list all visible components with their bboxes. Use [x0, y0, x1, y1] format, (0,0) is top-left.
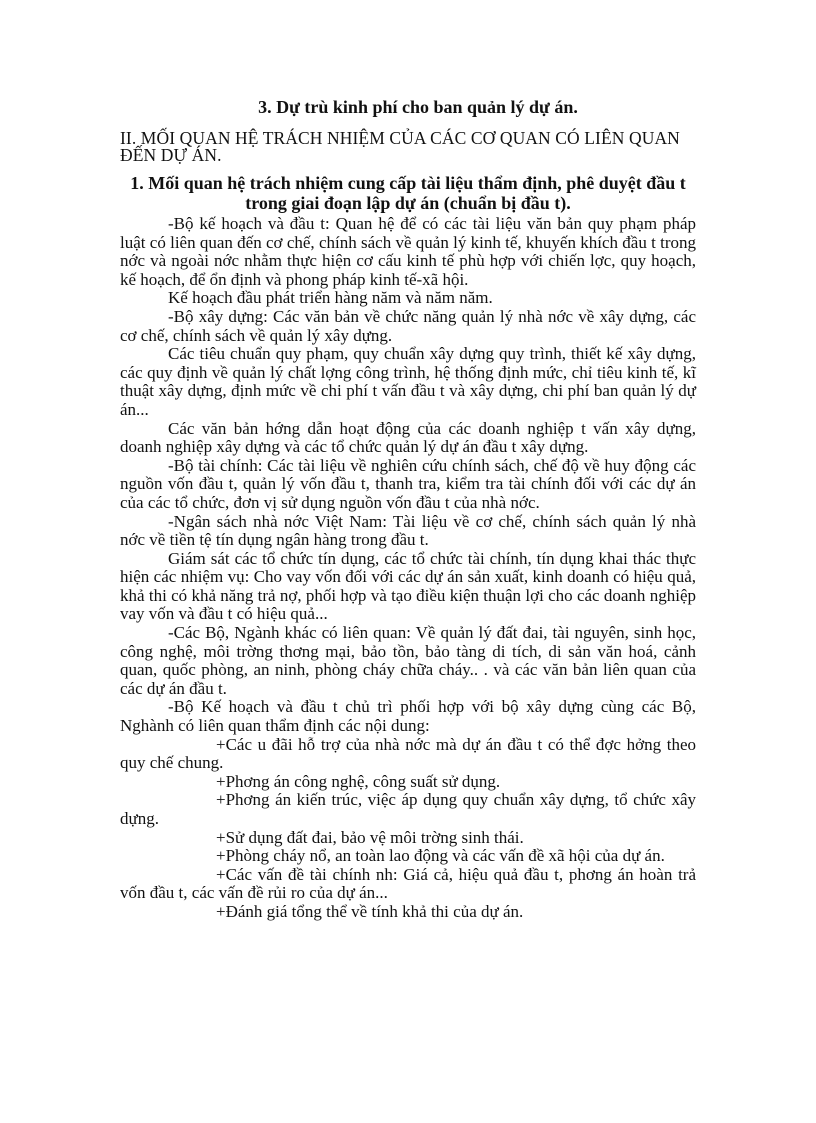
- body-text: [120, 215, 696, 922]
- section-heading-dutru: 3. Dự trù kinh phí cho ban quản lý dự án.: [258, 97, 578, 117]
- paragraph: -Bộ Kế hoạch và đầu t chủ trì phối hợp với bộ xây dựng cùng các Bộ, Nghành có liên quan thẩm định các nội dung:: [120, 697, 696, 736]
- list-item: +Các vấn đề tài chính nh: Giá cả, hiệu quả đầu t, phơng án hoàn trả vốn đầu t, các vấn đề rủi ro của dự án...: [120, 864, 696, 903]
- paragraph: Kế hoạch đầu phát triển hàng năm và năm năm.: [168, 288, 493, 308]
- list-item: +Các u đãi hỗ trợ của nhà nớc mà dự án đầu t có thể đợc hởng theo quy chế chung.: [120, 734, 696, 773]
- paragraph: Giám sát các tổ chức tín dụng, các tổ chức tài chính, tín dụng khai thác thực hiện các nhiệm vụ: Cho vay vốn đối với các dự án sản xuất, kinh doanh có hiệu quả, khả thi có khả năng trả nợ, phối hợp và tạo điều kiện thuận lợi cho các doanh nghiệp vay vốn và đầu t có hiệu quả...: [120, 548, 696, 624]
- paragraph: -Ngân sách nhà nớc Việt Nam: Tài liệu về cơ chế, chính sách quản lý nhà nớc về tiền tệ tín dụng ngân hàng trong đầu t.: [120, 511, 696, 550]
- paragraph: -Bộ xây dựng: Các văn bản về chức năng quản lý nhà nớc về xây dựng, các cơ chế, chính sách về quản lý xây dựng.: [120, 306, 696, 345]
- chapter-heading-moiquanhe: II. MỐI QUAN HỆ TRÁCH NHIỆM CỦA CÁC CƠ QUAN CÓ LIÊN QUAN ĐẾN DỰ ÁN.: [120, 128, 680, 165]
- list-item: +Đánh giá tổng thể về tính khả thi của dự án.: [216, 901, 524, 921]
- subsection-heading-1: 1. Mối quan hệ trách nhiệm cung cấp tài liệu thẩm định, phê duyệt đầu t trong giai đoạn lập dự án (chuẩn bị đầu t).: [130, 173, 686, 213]
- paragraph: -Bộ tài chính: Các tài liệu về nghiên cứu chính sách, chế độ về huy động các nguồn vốn đầu t, quản lý vốn đầu t, thanh tra, kiểm tra tài chính đối với các dự án của các tổ chức, đơn vị sử dụng nguồn vốn đầu t của nhà nớc.: [120, 455, 696, 512]
- list-item: +Phơng án công nghệ, công suất sử dụng.: [216, 771, 501, 791]
- paragraph: -Bộ kế hoạch và đầu t: Quan hệ để có các tài liệu văn bản quy phạm pháp luật có liên quan đến cơ chế, chính sách về quản lý kinh tế, khuyến khích đầu t trong nớc và ngoài nớc nhằm thực hiện cơ cấu kinh tế phù hợp với chiến lợc, quy hoạch, kế hoạch, để ổn định và phong pháp kinh tế-xã hội.: [120, 214, 696, 289]
- paragraph: -Các Bộ, Ngành khác có liên quan: Về quản lý đất đai, tài nguyên, sinh học, công nghệ, môi trờng thơng mại, bảo tồn, bảo tàng di tích, di sản văn hoá, cảnh quan, quốc phòng, an ninh, phòng cháy chữa cháy.. . và các văn bản liên quan của các dự án đầu t.: [120, 623, 696, 698]
- paragraph: Các văn bản hớng dẫn hoạt động của các doanh nghiệp t vấn xây dựng, doanh nghiệp xây dựng và các tổ chức quản lý dự án đầu t xây dựng.: [120, 418, 696, 457]
- paragraph: Các tiêu chuẩn quy phạm, quy chuẩn xây dựng quy trình, thiết kế xây dựng, các quy định về quản lý chất lợng công trình, hệ thống định mức, chỉ tiêu kinh tế, kĩ thuật xây dựng, định mức về chi phí t vấn đầu t và xây dựng, chi phí ban quản lý dự án...: [120, 344, 696, 419]
- list-item: +Sử dụng đất đai, bảo vệ môi trờng sinh thái.: [216, 827, 524, 847]
- list-item: +Phơng án kiến trúc, việc áp dụng quy chuẩn xây dựng, tổ chức xây dựng.: [120, 790, 696, 828]
- list-item: +Phòng cháy nổ, an toàn lao động và các vấn đề xã hội của dự án.: [216, 846, 665, 866]
